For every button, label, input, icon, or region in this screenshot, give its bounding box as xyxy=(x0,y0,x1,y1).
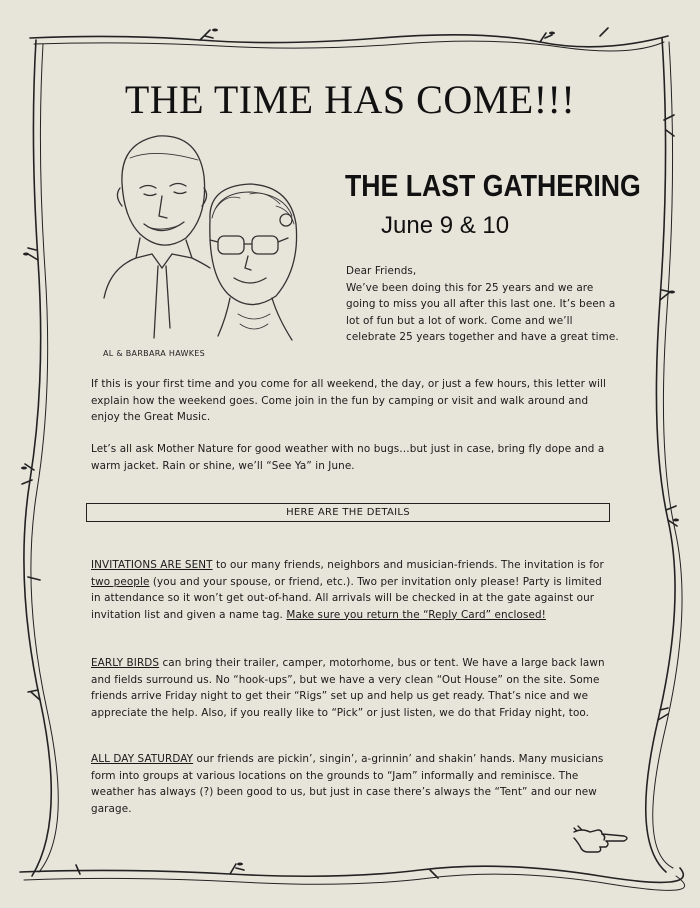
weather-paragraph: Let’s all ask Mother Nature for good weather with no bugs…but just in case, bring fly dope and a warm jacket. Rain or shine, we’ll “See Ya” in June. xyxy=(91,443,605,472)
portrait-caption: AL & BARBARA HAWKES xyxy=(103,349,206,358)
letter-body: We’ve been doing this for 25 years and we are going to miss you all after this last one. It’s been a lot of fun but a lot of work. Come and we’ll celebrate 25 years together and have a great time. xyxy=(346,281,619,343)
saturday-text: our friends are pickin’, singin’, a-grinnin’ and shakin’ hands. Many musicians form into groups at various locations on the grounds to “Jam” informally and reminisce. The weather has always (?) been good to us, but just in case there’s always the “Tent” and our new garage. xyxy=(91,753,604,815)
saturday-paragraph xyxy=(91,751,611,817)
invitations-text-1: to our many friends, neighbors and musician-friends. The invitation is for xyxy=(212,559,604,571)
invitations-text-2: (you and your spouse, or friend, etc.). Two per invitation only please! Party is limited in attendance so it won’t get out-of-hand. All arrivals will be checked in at the gate against our invitation list and given a name tag. xyxy=(91,575,602,621)
invitations-heading: INVITATIONS ARE SENT xyxy=(91,559,213,571)
early-birds-heading: EARLY BIRDS xyxy=(91,657,160,669)
saturday-heading: ALL DAY SATURDAY xyxy=(91,753,194,765)
welcome-letter xyxy=(346,263,621,346)
early-birds-paragraph xyxy=(91,655,611,721)
details-heading-box xyxy=(86,503,610,522)
letter-greeting: Dear Friends, xyxy=(346,265,417,277)
event-title: THE LAST GATHERING xyxy=(345,168,641,203)
invitations-emphasis: two people xyxy=(91,575,150,588)
pointing-hand-icon xyxy=(572,822,636,858)
details-heading: HERE ARE THE DETAILS xyxy=(286,507,410,518)
early-birds-text: can bring their trailer, camper, motorhome, bus or tent. We have a large back lawn and fields surround us. No “hook-ups”, but we have a very clean “Out House” on the site. Some friends arrive Friday night to get their “Rigs” set up and help us get ready. That’s nice and we appreciate the help. Also, if you really like to “Pick” or just listen, we do that Friday night, too. xyxy=(91,657,605,719)
invitations-paragraph xyxy=(91,557,611,623)
intro-paragraph: If this is your first time and you come for all weekend, the day, or just a few hours, this letter will explain how the weekend goes. Come join in the fun by camping or visit and walk around and enjoy the Great Music. xyxy=(91,378,606,423)
event-date: June 9 & 10 xyxy=(381,212,510,239)
reply-card-reminder: Make sure you return the “Reply Card” enclosed! xyxy=(286,608,546,621)
page-headline: THE TIME HAS COME!!! xyxy=(124,77,576,122)
couple-portrait-sketch xyxy=(100,128,320,348)
